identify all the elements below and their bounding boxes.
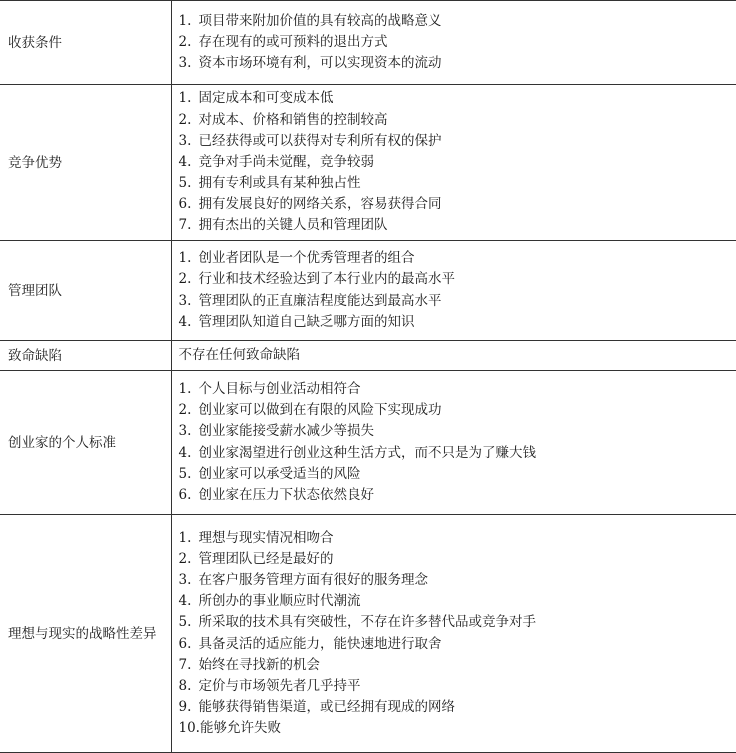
item-number: 3. <box>179 131 199 152</box>
item-text: 拥有专利或具有某种独占性 <box>199 175 361 191</box>
item-number: 8. <box>179 676 199 697</box>
item-text: 存在现有的或可预料的退出方式 <box>199 34 388 50</box>
category-cell: 致命缺陷 <box>0 341 171 371</box>
item-text: 个人目标与创业活动相符合 <box>199 381 361 397</box>
item-number: 1. <box>179 248 199 269</box>
item-number: 5. <box>179 612 199 633</box>
item-number: 1. <box>179 379 199 400</box>
item-number: 4. <box>179 312 199 333</box>
category-cell: 竞争优势 <box>0 85 171 241</box>
item-number: 7. <box>179 655 199 676</box>
item-text: 管理团队知道自己缺乏哪方面的知识 <box>199 314 415 330</box>
item-number: 5. <box>179 173 199 194</box>
item-text: 拥有杰出的关键人员和管理团队 <box>199 217 388 233</box>
item-number: 4. <box>179 443 199 464</box>
item-text: 所创办的事业顺应时代潮流 <box>199 593 361 609</box>
item-number: 3. <box>179 53 199 74</box>
item-text: 具备灵活的适应能力，能快速地进行取舍 <box>199 636 442 652</box>
item-number: 4. <box>179 152 199 173</box>
item-text: 不存在任何致命缺陷 <box>179 345 736 366</box>
item-text: 所采取的技术具有突破性，不存在许多替代品或竞争对手 <box>199 614 537 630</box>
category-cell: 创业家的个人标准 <box>0 371 171 515</box>
table-row <box>0 241 736 341</box>
criteria-list <box>179 11 736 75</box>
category-cell: 收获条件 <box>0 1 171 85</box>
criteria-table-body <box>0 1 736 753</box>
list-item <box>179 591 736 612</box>
item-text: 创业家渴望进行创业这种生活方式，而不只是为了赚大钱 <box>199 445 537 461</box>
table-row <box>0 85 736 241</box>
item-number: 1. <box>179 11 199 32</box>
item-text: 竞争对手尚未觉醒，竞争较弱 <box>199 154 375 170</box>
list-item <box>179 131 736 152</box>
items-cell <box>171 241 736 341</box>
items-cell <box>171 341 736 371</box>
item-text: 管理团队已经是最好的 <box>199 551 334 567</box>
list-item <box>179 88 736 109</box>
criteria-list <box>179 379 736 506</box>
table-row <box>0 371 736 515</box>
list-item <box>179 248 736 269</box>
list-item <box>179 194 736 215</box>
list-item <box>179 655 736 676</box>
criteria-list <box>179 528 736 740</box>
list-item <box>179 443 736 464</box>
list-item <box>179 570 736 591</box>
item-number: 3. <box>179 421 199 442</box>
category-cell: 理想与现实的战略性差异 <box>0 515 171 753</box>
item-text: 创业家可以做到在有限的风险下实现成功 <box>199 402 442 418</box>
item-text: 定价与市场领先者几乎持平 <box>199 678 361 694</box>
category-cell: 管理团队 <box>0 241 171 341</box>
item-text: 拥有发展良好的网络关系，容易获得合同 <box>199 196 442 212</box>
item-number: 2. <box>179 549 199 570</box>
item-text: 创业者团队是一个优秀管理者的组合 <box>199 250 415 266</box>
list-item <box>179 269 736 290</box>
list-item <box>179 718 736 739</box>
list-item <box>179 379 736 400</box>
item-number: 2. <box>179 32 199 53</box>
list-item <box>179 110 736 131</box>
item-text: 创业家可以承受适当的风险 <box>199 466 361 482</box>
items-cell <box>171 1 736 85</box>
table-row <box>0 515 736 753</box>
item-number: 2. <box>179 269 199 290</box>
list-item <box>179 612 736 633</box>
list-item <box>179 215 736 236</box>
list-item <box>179 549 736 570</box>
list-item <box>179 312 736 333</box>
list-item <box>179 291 736 312</box>
item-number: 6. <box>179 634 199 655</box>
item-text: 能够允许失败 <box>200 720 281 736</box>
item-number: 1. <box>179 528 199 549</box>
item-number: 1. <box>179 88 199 109</box>
list-item <box>179 676 736 697</box>
item-text: 项目带来附加价值的具有较高的战略意义 <box>199 13 442 29</box>
item-number: 5. <box>179 464 199 485</box>
list-item <box>179 53 736 74</box>
item-number: 3. <box>179 291 199 312</box>
item-text: 创业家在压力下状态依然良好 <box>199 487 375 503</box>
criteria-list <box>179 248 736 333</box>
list-item <box>179 485 736 506</box>
list-item <box>179 528 736 549</box>
item-number: 2. <box>179 110 199 131</box>
item-number: 6. <box>179 194 199 215</box>
list-item <box>179 634 736 655</box>
item-number: 9. <box>179 697 199 718</box>
list-item <box>179 32 736 53</box>
item-text: 理想与现实情况相吻合 <box>199 530 334 546</box>
list-item <box>179 421 736 442</box>
items-cell <box>171 371 736 515</box>
item-number: 4. <box>179 591 199 612</box>
item-number: 10. <box>179 718 200 739</box>
item-text: 行业和技术经验达到了本行业内的最高水平 <box>199 271 456 287</box>
list-item <box>179 400 736 421</box>
list-item <box>179 173 736 194</box>
table-row <box>0 1 736 85</box>
list-item <box>179 697 736 718</box>
list-item <box>179 11 736 32</box>
items-cell <box>171 515 736 753</box>
item-text: 在客户服务管理方面有很好的服务理念 <box>199 572 429 588</box>
item-text: 已经获得或可以获得对专利所有权的保护 <box>199 133 442 149</box>
item-text: 能够获得销售渠道，或已经拥有现成的网络 <box>199 699 456 715</box>
item-text: 管理团队的正直廉洁程度能达到最高水平 <box>199 293 442 309</box>
item-number: 7. <box>179 215 199 236</box>
list-item <box>179 464 736 485</box>
item-text: 始终在寻找新的机会 <box>199 657 321 673</box>
item-text: 资本市场环境有利，可以实现资本的流动 <box>199 55 442 71</box>
criteria-list <box>179 88 736 236</box>
item-number: 3. <box>179 570 199 591</box>
item-text: 创业家能接受薪水减少等损失 <box>199 423 375 439</box>
item-number: 2. <box>179 400 199 421</box>
list-item <box>179 152 736 173</box>
item-text: 对成本、价格和销售的控制较高 <box>199 112 388 128</box>
item-text: 固定成本和可变成本低 <box>199 90 334 106</box>
table-row <box>0 341 736 371</box>
items-cell <box>171 85 736 241</box>
item-number: 6. <box>179 485 199 506</box>
